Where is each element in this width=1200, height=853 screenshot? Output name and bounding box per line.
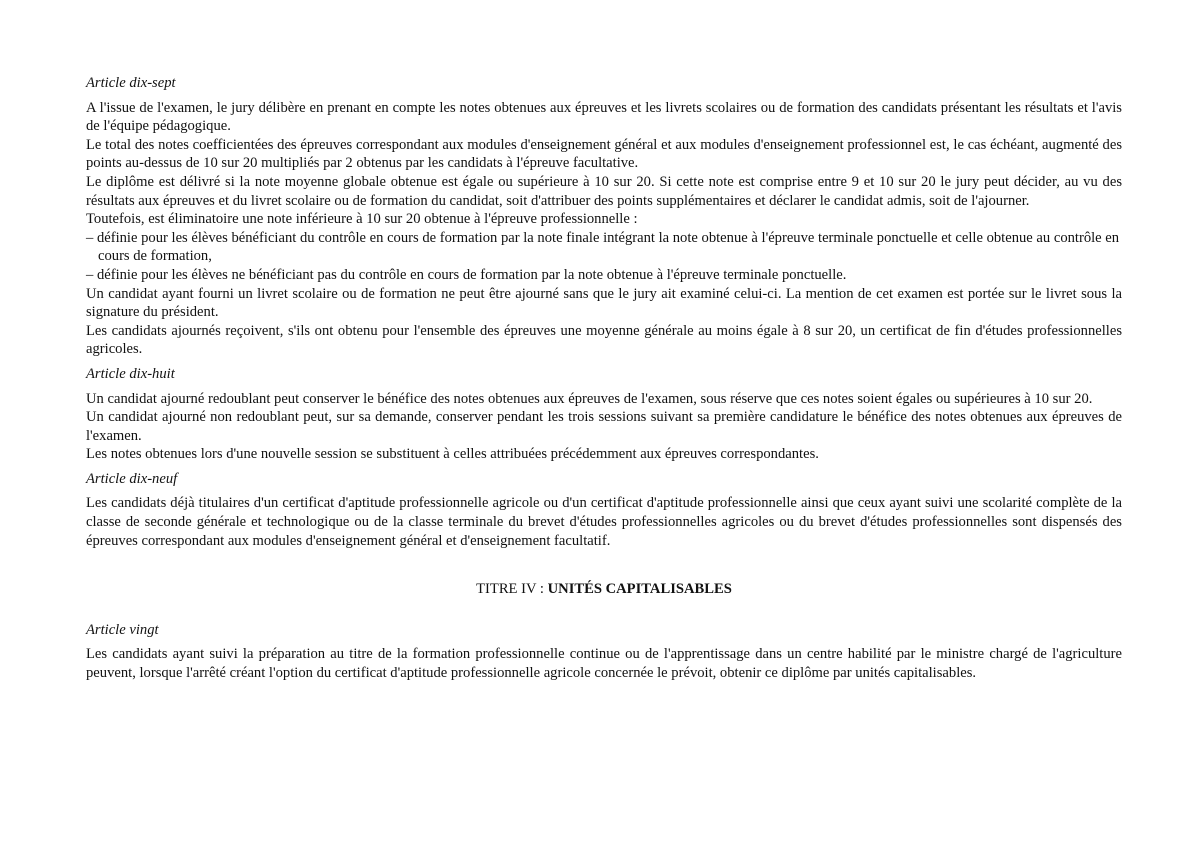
- article-18-paragraph-1: Un candidat ajourné redoublant peut conserver le bénéfice des notes obtenues aux épreuves de l'examen, sous réserve que ces notes soient égales ou supérieures à 10 sur 20.: [86, 390, 1093, 407]
- section-title-name: UNITÉS CAPITALISABLES: [547, 581, 732, 598]
- article-17-paragraph-1: A l'issue de l'examen, le jury délibère en prenant en compte les notes obtenues aux épreuves et les livrets scolaires ou de formation des candidats présentant les résultats et l'avis de l'équipe pédagogique.: [86, 99, 1122, 135]
- article-17-paragraph-3: Le diplôme est délivré si la note moyenne globale obtenue est égale ou supérieure à 10 sur 20. Si cette note est comprise entre 9 et 10 sur 20 le jury peut décider, au vu des résultats aux épreuves et du livret scolaire ou de formation du candidat, soit d'attribuer des points supplémentaires et déclarer le candidat admis, soit de l'ajourner.: [86, 173, 1122, 209]
- article-17-paragraph-2: Le total des notes coefficientées des épreuves correspondant aux modules d'enseignement général et aux modules d'enseignement professionnel est, le cas échéant, augmenté des points au-dessus de 10 sur 20 multipliés par 2 obtenus par les candidats à l'épreuve facultative.: [86, 136, 1122, 172]
- section-title: [86, 580, 1122, 599]
- article-17-paragraph-5: Un candidat ayant fourni un livret scolaire ou de formation ne peut être ajourné sans que le jury ait examiné celui-ci. La mention de cet examen est portée sur le livret sous la signature du président.: [86, 285, 1122, 321]
- article-17-paragraph-6: Les candidats ajournés reçoivent, s'ils ont obtenu pour l'ensemble des épreuves une moyenne générale au moins égale à 8 sur 20, un certificat de fin d'études professionnelles agricoles.: [86, 322, 1122, 358]
- article-20-paragraph-1: Les candidats ayant suivi la préparation au titre de la formation professionnelle continue ou de l'apprentissage dans un centre habilité par le ministre chargé de l'agriculture peuvent, lorsque l'arrêté créant l'option du certificat d'aptitude professionnelle agricole concernée le prévoit, obtenir ce diplôme par unités capitalisables.: [86, 646, 1122, 682]
- article-19-paragraph-1: Les candidats déjà titulaires d'un certificat d'aptitude professionnelle agricole ou d'un certificat d'aptitude professionnelle ainsi que ceux ayant suivi une scolarité complète de la classe de seconde générale et technologique ou de la classe terminale du brevet d'études professionnelles agricoles ou du brevet d'études professionnelles sont dispensés des épreuves correspondant aux modules d'enseignement général et d'enseignement facultatif.: [86, 495, 1122, 549]
- article-17-heading: Article dix-sept: [86, 75, 176, 91]
- article-17-bullet-1: – définie pour les élèves bénéficiant du contrôle en cours de formation par la note finale intégrant la note obtenue à l'épreuve terminale ponctuelle et celle obtenue au contrôle en cours de formation,: [86, 229, 1120, 265]
- article-19-heading: Article dix-neuf: [86, 470, 178, 487]
- article-17-paragraph-4: Toutefois, est éliminatoire une note inférieure à 10 sur 20 obtenue à l'épreuve professionnelle :: [86, 211, 638, 228]
- article-20-heading: Article vingt: [86, 621, 159, 638]
- document-page: [86, 74, 1122, 683]
- article-18-paragraph-3: Les notes obtenues lors d'une nouvelle session se substituent à celles attribuées précédemment aux épreuves correspondantes.: [86, 446, 819, 463]
- article-18-paragraph-2: Un candidat ajourné non redoublant peut, sur sa demande, conserver pendant les trois sessions suivant sa première candidature le bénéfice des notes obtenues aux épreuves de l'examen.: [86, 409, 1122, 444]
- article-17-bullet-2: – définie pour les élèves ne bénéficiant pas du contrôle en cours de formation par la note obtenue à l'épreuve terminale ponctuelle.: [86, 266, 847, 283]
- article-18-heading: Article dix-huit: [86, 365, 175, 382]
- section-title-prefix: TITRE IV :: [476, 581, 548, 598]
